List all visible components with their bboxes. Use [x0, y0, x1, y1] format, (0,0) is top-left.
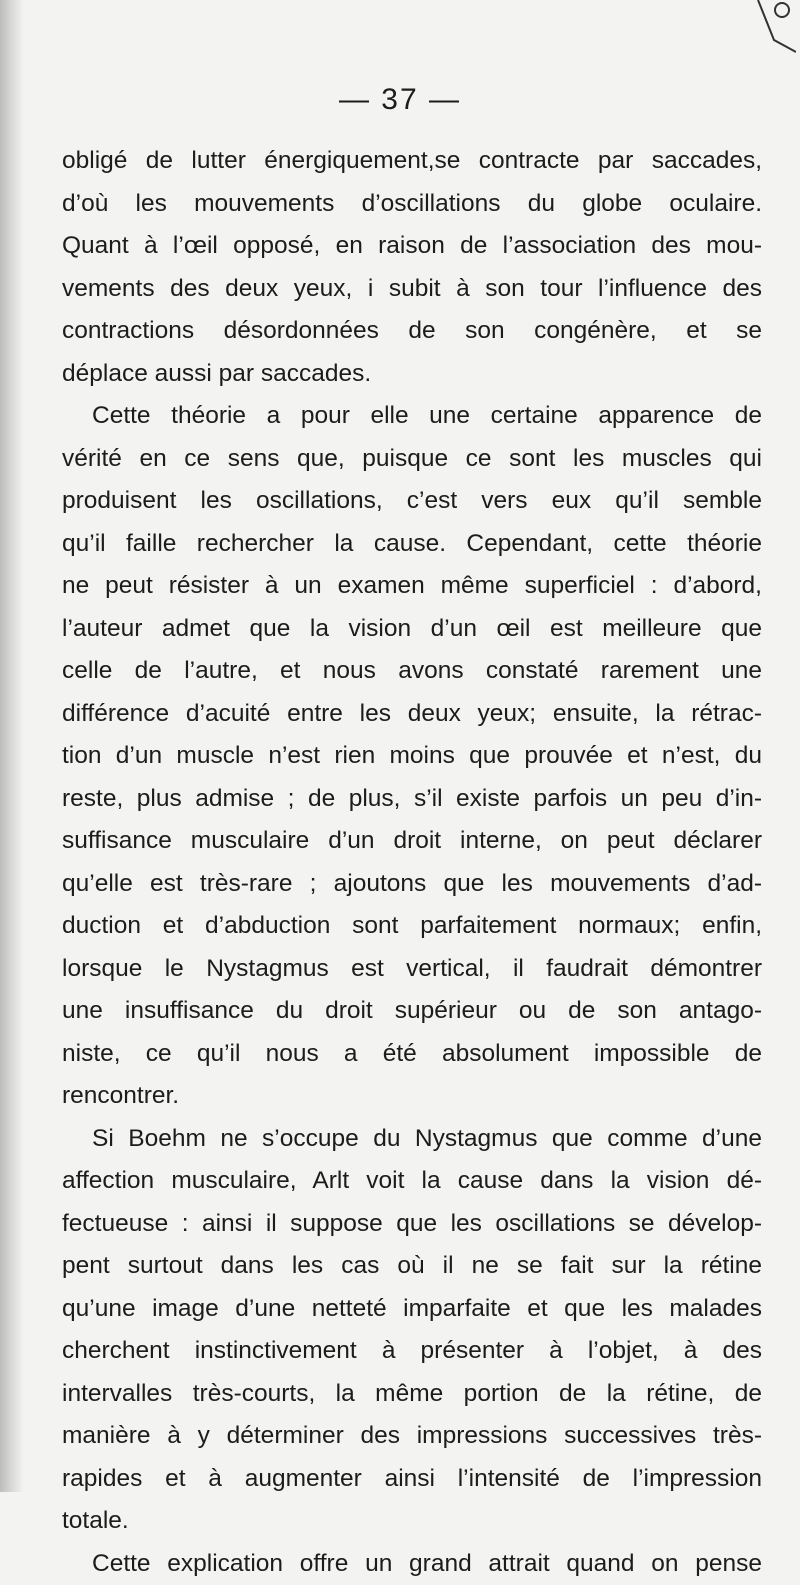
- text-line: qu’il faille rechercher la cause. Cependant, cette théorie: [62, 523, 762, 566]
- text-line: lorsque le Nystagmus est vertical, il faudrait démontrer: [62, 948, 762, 991]
- text-line: contractions désordonnées de son congénère, et se: [62, 310, 762, 353]
- page-edge-shadow: [0, 0, 24, 1492]
- text-line: fectueuse : ainsi il suppose que les oscillations se dévelop-: [62, 1203, 762, 1246]
- text-line: vérité en ce sens que, puisque ce sont les muscles qui: [62, 438, 762, 481]
- text-line: rapides et à augmenter ainsi l’intensité de l’impression: [62, 1458, 762, 1501]
- text-line: Cette explication offre un grand attrait quand on pense: [62, 1543, 762, 1585]
- text-line: duction et d’abduction sont parfaitement normaux; enfin,: [62, 905, 762, 948]
- text-line: Si Boehm ne s’occupe du Nystagmus que comme d’une: [62, 1118, 762, 1161]
- text-line: niste, ce qu’il nous a été absolument impossible de: [62, 1033, 762, 1076]
- text-line: l’auteur admet que la vision d’un œil est meilleure que: [62, 608, 762, 651]
- text-line: vements des deux yeux, i subit à son tour l’influence des: [62, 268, 762, 311]
- corner-stamp-icon: [756, 0, 796, 60]
- text-line: qu’elle est très-rare ; ajoutons que les mouvements d’ad-: [62, 863, 762, 906]
- text-line: pent surtout dans les cas où il ne se fait sur la rétine: [62, 1245, 762, 1288]
- text-line: déplace aussi par saccades.: [62, 353, 762, 396]
- text-line: intervalles très-courts, la même portion de la rétine, de: [62, 1373, 762, 1416]
- text-line: une insuffisance du droit supérieur ou de son antago-: [62, 990, 762, 1033]
- text-line: Cette théorie a pour elle une certaine apparence de: [62, 395, 762, 438]
- text-line: cherchent instinctivement à présenter à l’objet, à des: [62, 1330, 762, 1373]
- text-line: différence d’acuité entre les deux yeux; ensuite, la rétrac-: [62, 693, 762, 736]
- text-line: tion d’un muscle n’est rien moins que prouvée et n’est, du: [62, 735, 762, 778]
- page-number: — 37 —: [0, 80, 800, 120]
- text-line: reste, plus admise ; de plus, s’il existe parfois un peu d’in-: [62, 778, 762, 821]
- text-line: totale.: [62, 1500, 762, 1543]
- text-line: rencontrer.: [62, 1075, 762, 1118]
- text-line: obligé de lutter énergiquement,se contracte par saccades,: [62, 140, 762, 183]
- text-line: manière à y déterminer des impressions successives très-: [62, 1415, 762, 1458]
- text-line: produisent les oscillations, c’est vers eux qu’il semble: [62, 480, 762, 523]
- text-line: suffisance musculaire d’un droit interne, on peut déclarer: [62, 820, 762, 863]
- body-text: [62, 140, 762, 1585]
- text-line: d’où les mouvements d’oscillations du globe oculaire.: [62, 183, 762, 226]
- text-line: affection musculaire, Arlt voit la cause dans la vision dé-: [62, 1160, 762, 1203]
- text-line: qu’une image d’une netteté imparfaite et que les malades: [62, 1288, 762, 1331]
- text-line: celle de l’autre, et nous avons constaté rarement une: [62, 650, 762, 693]
- text-line: Quant à l’œil opposé, en raison de l’association des mou-: [62, 225, 762, 268]
- text-line: ne peut résister à un examen même superficiel : d’abord,: [62, 565, 762, 608]
